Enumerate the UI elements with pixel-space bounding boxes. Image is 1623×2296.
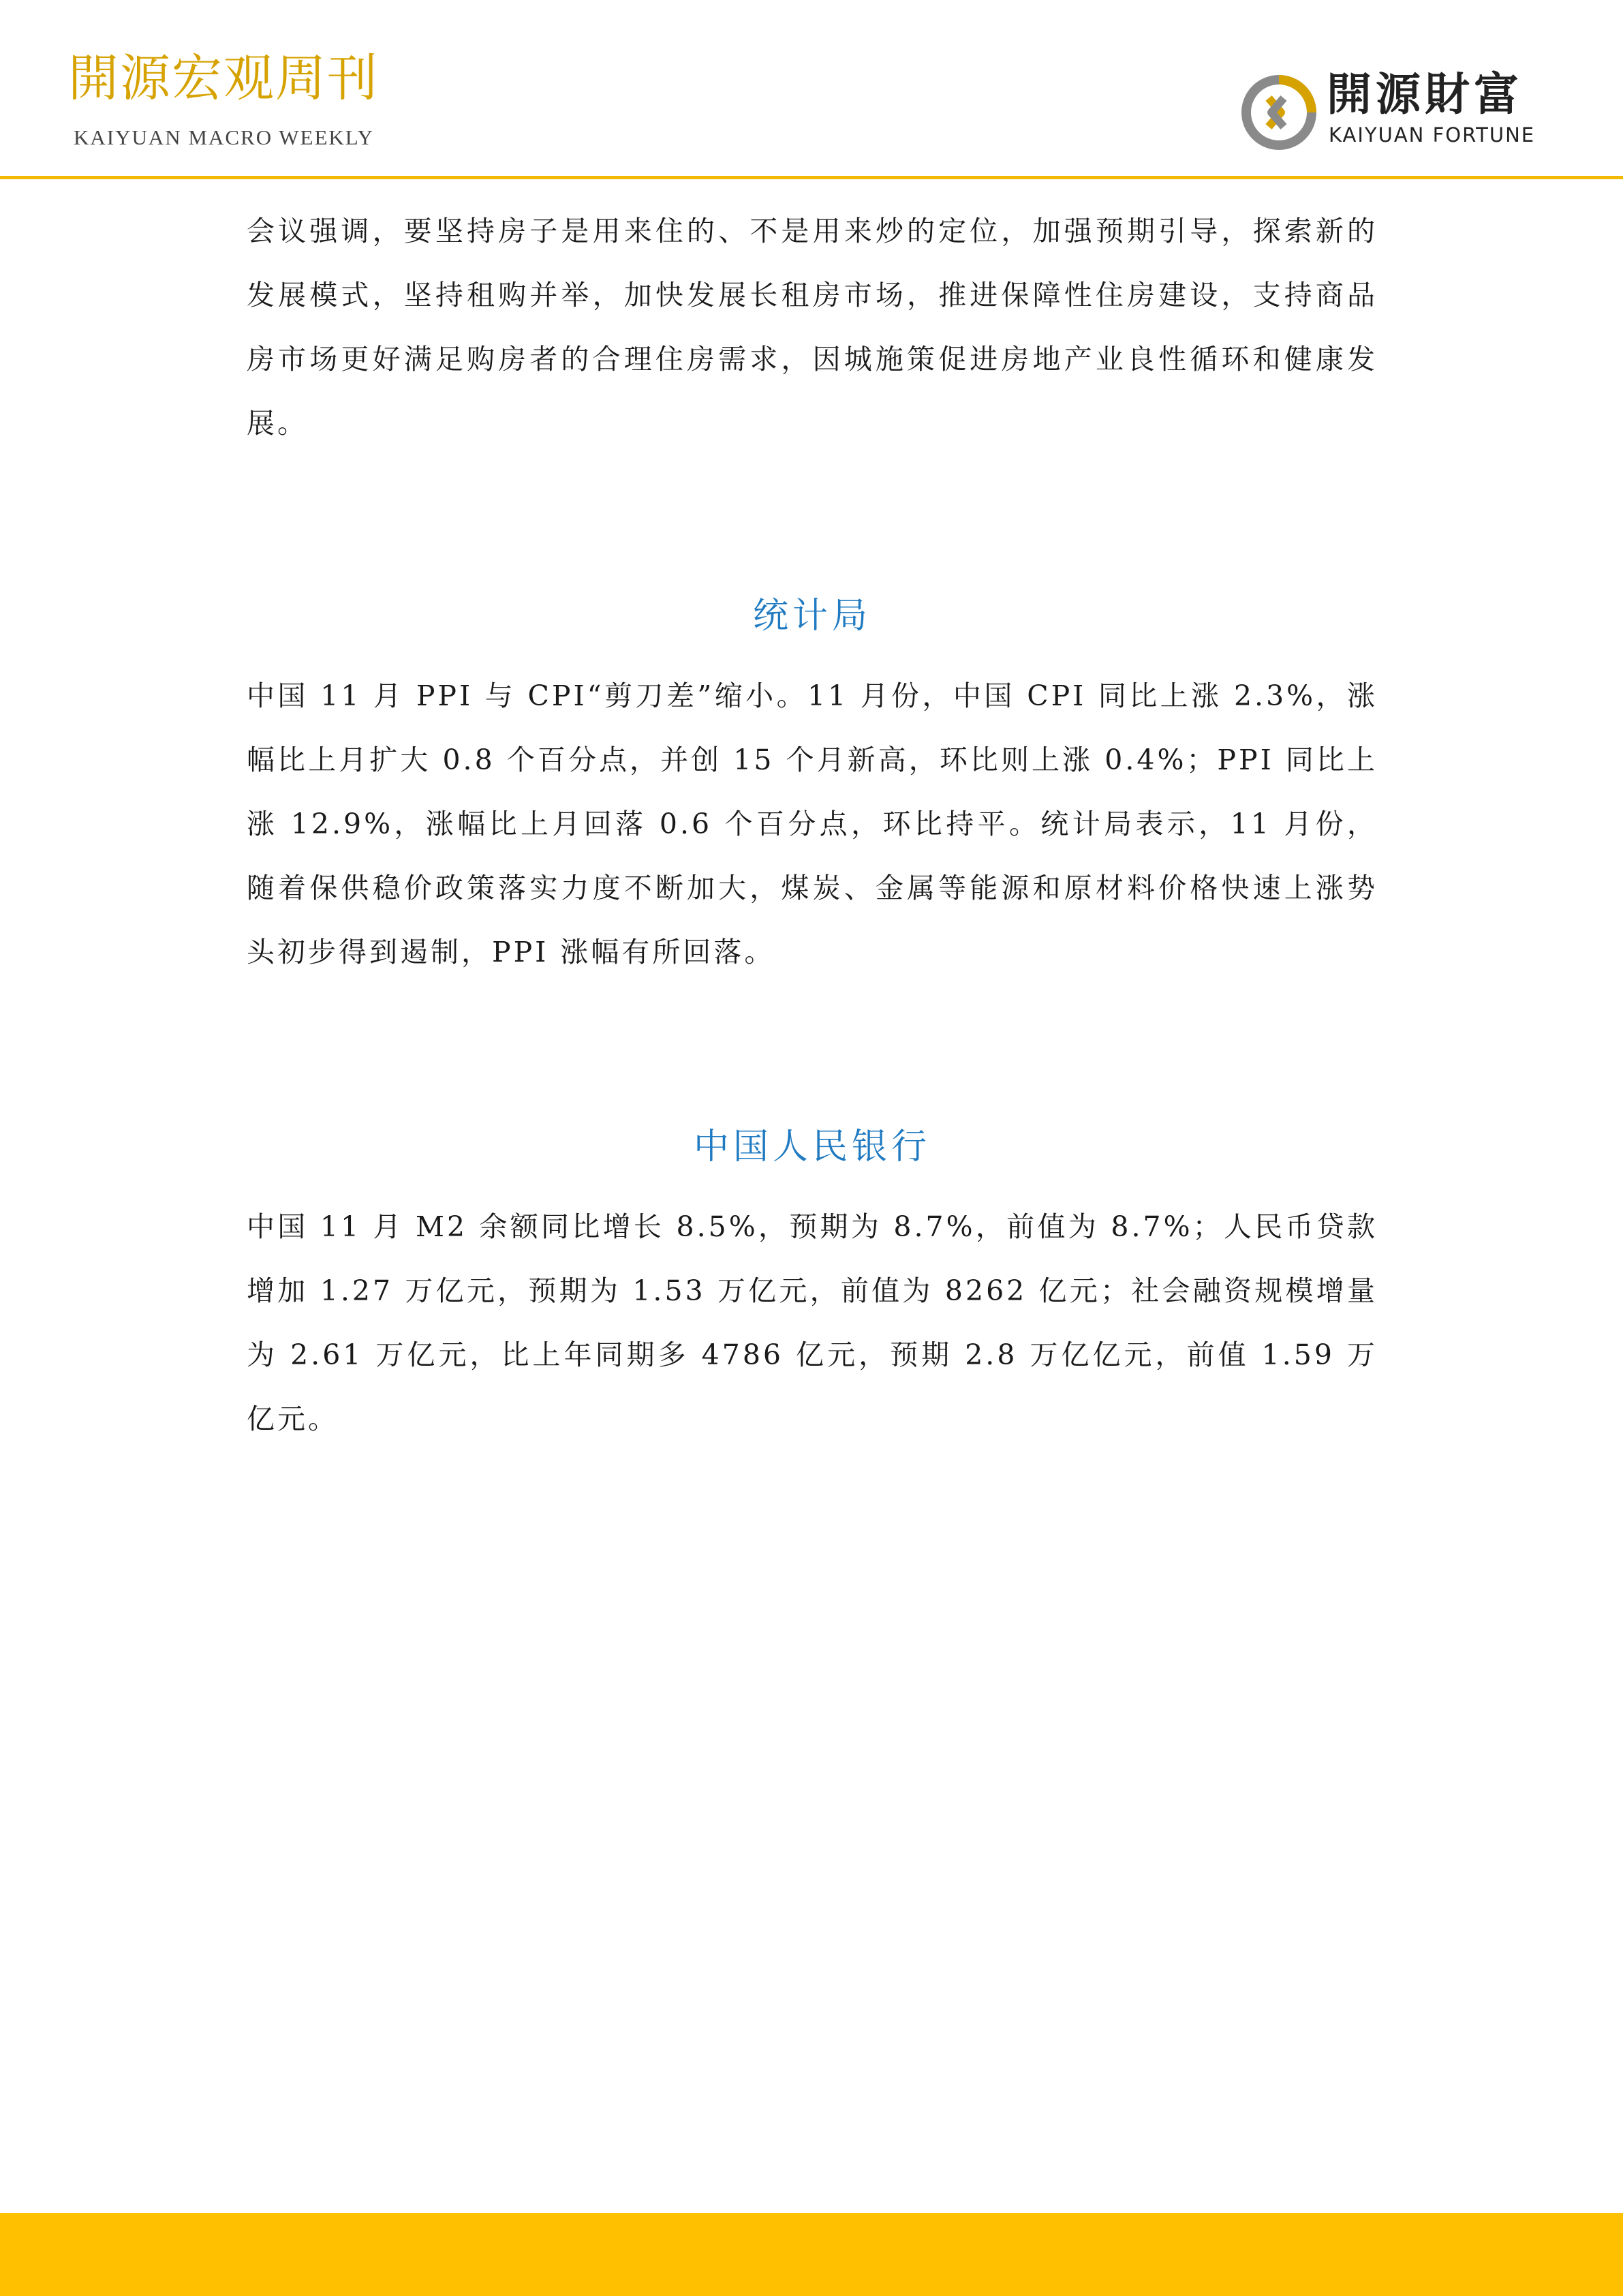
- header-divider: [0, 176, 1623, 179]
- report-subtitle: KAIYUAN MACRO WEEKLY: [74, 125, 375, 149]
- logo-subtext: KAIYUAN FORTUNE: [1329, 123, 1536, 147]
- paragraph-ppi-cpi: 中国 11 月 PPI 与 CPI“剪刀差”缩小。11 月份，中国 CPI 同比上涨 2.3%，涨幅比上月扩大 0.8 个百分点，并创 15 个月新高，环比则上涨 0.4%；PPI 同比上涨 12.9%，涨幅比上月回落 0.6 个百分点，环比持平。统计局表示，11 月份，随着保供稳价政策落实力度不断加大，煤炭、金属等能源和原材料价格快速上涨势头初步得到遏制，PPI 涨幅有所回落。: [247, 679, 1378, 968]
- paragraph-housing-policy: 会议强调，要坚持房子是用来住的、不是用来炒的定位，加强预期引导，探索新的发展模式，坚持租购并举，加快发展长租房市场，推进保障性住房建设，支持商品房市场更好满足购房者的合理住房需求，因城施策促进房地产业良性循环和健康发展。: [247, 215, 1378, 440]
- kaiyuan-logo-icon: [1241, 75, 1316, 150]
- page-header: [0, 0, 1623, 180]
- section-heading-pboc: 中国人民银行: [693, 1127, 931, 1167]
- footer-bar: [0, 2213, 1623, 2296]
- section-heading-statistics-bureau: 统计局: [752, 596, 871, 637]
- logo-wordmark: 開源財富: [1327, 68, 1523, 121]
- report-title: 開源宏观周刊: [68, 49, 379, 108]
- company-logo: [1241, 65, 1555, 154]
- paragraph-m2-credit: 中国 11 月 M2 余额同比增长 8.5%，预期为 8.7%，前值为 8.7%；人民币贷款增加 1.27 万亿元，预期为 1.53 万亿元，前值为 8262 亿元；社会融资规模增量为 2.61 万亿元，比上年同期多 4786 亿元，预期 2.8 万亿亿元，前值 1.59 万亿元。: [247, 1210, 1378, 1435]
